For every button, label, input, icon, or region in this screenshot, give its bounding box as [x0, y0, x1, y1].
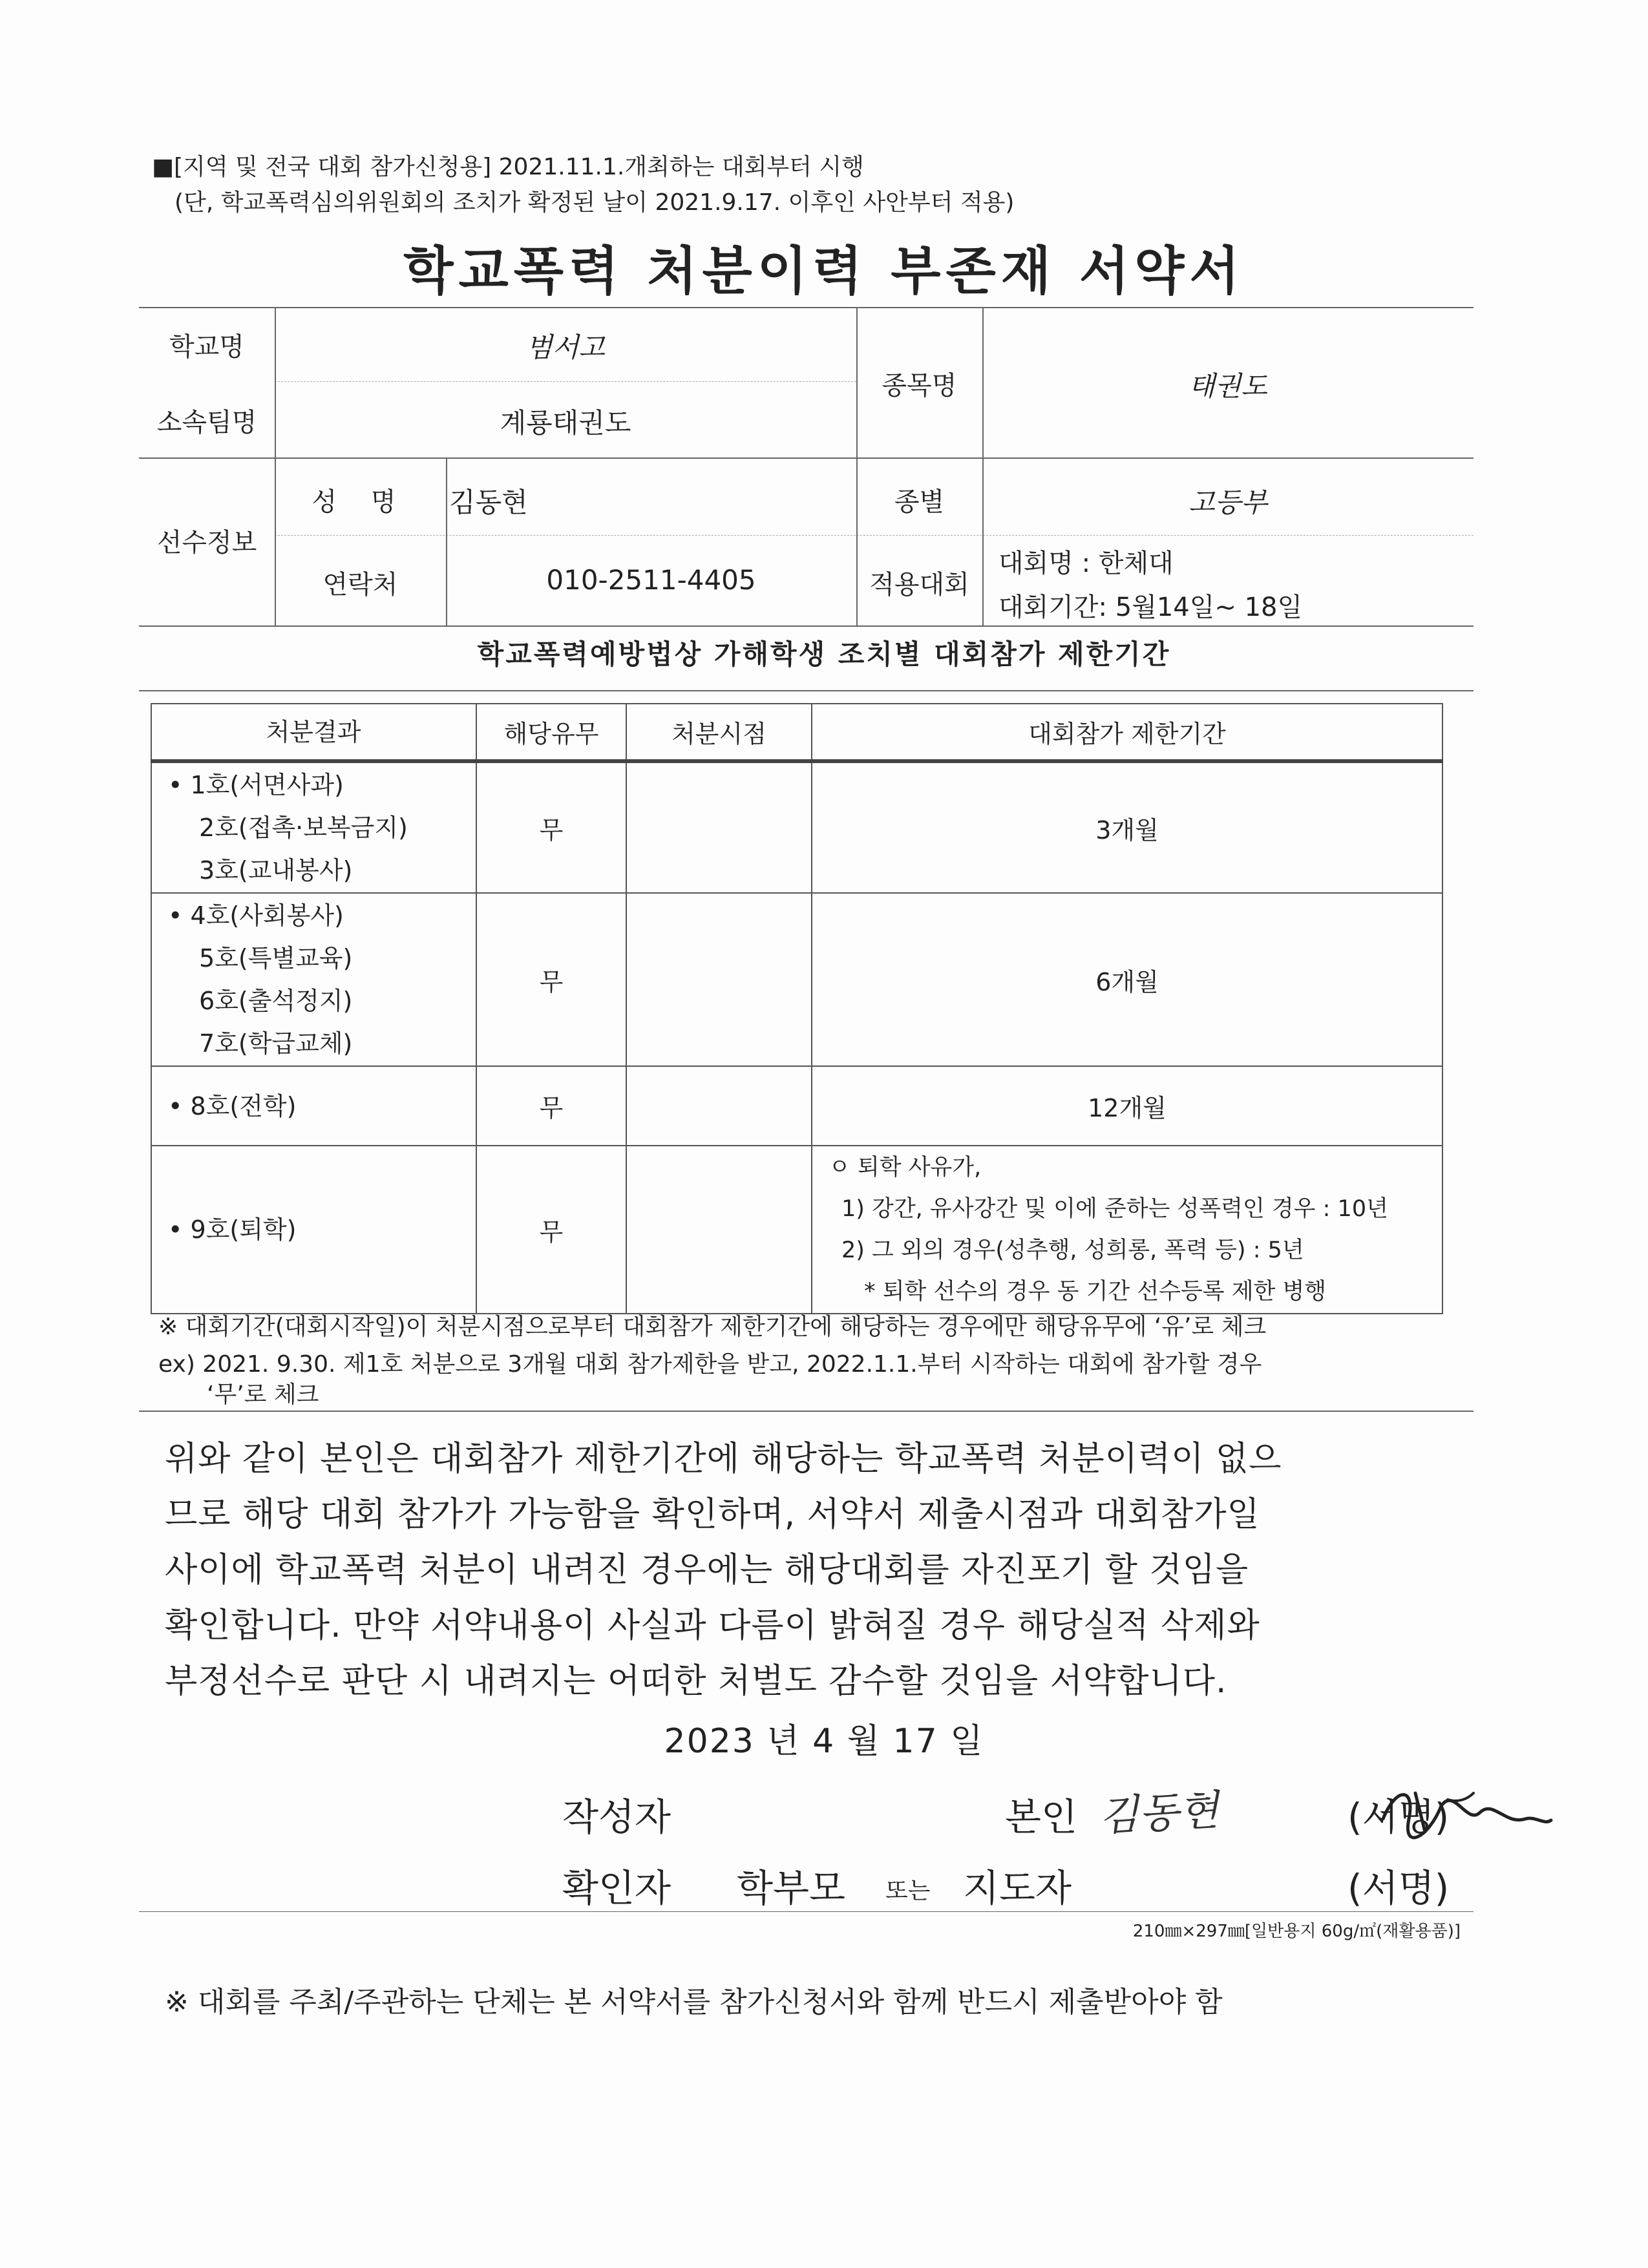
- event-value: 태권도: [1188, 370, 1267, 402]
- name-value: 김동현: [449, 487, 528, 518]
- school-value: 범서고: [526, 331, 605, 363]
- col-header-period: 대회참가 제한기간: [812, 704, 1442, 761]
- division-value: 고등부: [1188, 487, 1267, 518]
- player-info-label: 선수정보: [156, 528, 257, 558]
- pledge-line: 위와 같이 본인은 대회참가 제한기간에 해당하는 학교폭력 처분이력이 없으: [165, 1440, 1282, 1478]
- note-line-3: ‘무’로 체크: [207, 1381, 319, 1408]
- time-cell: [626, 761, 812, 893]
- confirmer-label: 확인자: [562, 1866, 671, 1910]
- contact-value: 010-2511-4405: [546, 564, 756, 596]
- measure-item: • 9호(퇴학): [168, 1215, 297, 1244]
- info-col-divider-player: [446, 457, 447, 625]
- table-row: [151, 893, 1442, 1066]
- info-mid-border: [139, 457, 1474, 459]
- measure-item: 2호(접촉·보복금지): [199, 814, 408, 842]
- paper-spec-rule: [139, 1911, 1474, 1912]
- coach-label: 지도자: [963, 1866, 1072, 1910]
- table-header-row: [151, 704, 1442, 761]
- time-cell: [626, 893, 812, 1066]
- competition-period: 대회기간: 5월14일~ 18일: [998, 593, 1303, 622]
- status-cell: 무: [476, 1146, 626, 1314]
- team-value: 계룡태권도: [500, 407, 631, 439]
- period-cell: 12개월: [812, 1066, 1442, 1146]
- info-bottom-border: [139, 625, 1474, 627]
- measure-item: • 4호(사회봉사): [168, 901, 344, 930]
- measure-item: 7호(학급교체): [199, 1029, 353, 1058]
- measure-cell: [151, 1146, 476, 1314]
- pledge-line: 사이에 학교폭력 처분이 내려진 경우에는 해당대회를 자진포기 할 것임을: [165, 1551, 1249, 1590]
- team-label: 소속팀명: [156, 408, 257, 437]
- notice-line-1: ■[지역 및 전국 대회 참가신청용] 2021.11.1.개최하는 대회부터 시행: [152, 154, 864, 180]
- col-header-time: 처분시점: [626, 704, 812, 761]
- measure-item: 6호(출석정지): [199, 987, 353, 1015]
- col-header-result: 처분결과: [151, 704, 476, 761]
- table-row: [151, 1146, 1442, 1314]
- author-label: 작성자: [562, 1795, 671, 1839]
- sign-label-2: (서명): [1347, 1866, 1450, 1910]
- measure-item: • 8호(전학): [168, 1091, 297, 1120]
- self-label: 본인: [1005, 1795, 1078, 1839]
- table-row: [151, 761, 1442, 893]
- period-line: 1) 강간, 유사강간 및 이에 준하는 성폭력인 경우 : 10년: [841, 1196, 1388, 1222]
- pledge-line: 므로 해당 대회 참가가 가능함을 확인하며, 서약서 제출시점과 대회참가일: [165, 1495, 1260, 1534]
- time-cell: [626, 1146, 812, 1314]
- status-cell: 무: [476, 761, 626, 893]
- pledge-line: 부정선수로 판단 시 내려지는 어떠한 처벌도 감수할 것임을 서약합니다.: [165, 1662, 1227, 1701]
- measure-cell: [151, 893, 476, 1066]
- sign-label-1: (서명): [1347, 1795, 1450, 1839]
- period-line: ㅇ 퇴학 사유가,: [829, 1155, 982, 1181]
- measure-item: 5호(특별교육): [199, 944, 353, 972]
- or-label: 또는: [885, 1878, 931, 1904]
- division-label: 종별: [894, 487, 945, 517]
- measure-cell: [151, 761, 476, 893]
- guardian-label: 학부모: [737, 1866, 846, 1910]
- info-divider-school: [275, 381, 856, 382]
- self-handwritten-name: 김동현: [1097, 1787, 1220, 1841]
- measure-item: • 1호(서면사과): [168, 771, 344, 799]
- notice-line-2: (단, 학교폭력심의위원회의 조치가 확정된 날이 2021.9.17. 이후인 사안부터 적용): [174, 189, 1015, 216]
- measure-cell: [151, 1066, 476, 1146]
- time-cell: [626, 1066, 812, 1146]
- disciplinary-table: [151, 703, 1443, 1314]
- competition-name: 대회명 : 한체대: [998, 549, 1174, 578]
- pledge-paragraph: [165, 1431, 1457, 1709]
- period-cell: 3개월: [812, 761, 1442, 893]
- status-cell: 무: [476, 893, 626, 1066]
- note-line-2: ex) 2021. 9.30. 제1호 처분으로 3개월 대회 참가제한을 받고, 2022.1.1.부터 시작하는 대회에 참가할 경우: [158, 1351, 1262, 1378]
- footer-note: ※ 대회를 주최/주관하는 단체는 본 서약서를 참가신청서와 함께 반드시 제출받아야 함: [165, 1986, 1223, 2019]
- table-title-underline: [139, 690, 1474, 691]
- event-label: 종목명: [882, 371, 957, 401]
- competition-label: 적용대회: [869, 570, 969, 600]
- period-line: 2) 그 외의 경우(성추행, 성희롱, 폭력 등) : 5년: [841, 1237, 1304, 1263]
- paper-spec: 210㎜×297㎜[일반용지 60g/㎡(재활용품)]: [1132, 1922, 1461, 1941]
- handwritten-signature: [1370, 1774, 1558, 1851]
- document-title: 학교폭력 처분이력 부존재 서약서: [403, 241, 1245, 301]
- info-divider-player: [275, 535, 1474, 536]
- name-label: 성 명: [312, 487, 409, 517]
- measure-item: 3호(교내봉사): [199, 856, 353, 885]
- note-line-1: ※ 대회기간(대회시작일)이 처분시점으로부터 대회참가 제한기간에 해당하는 경우에만 해당유무에 ‘유’로 체크: [158, 1314, 1267, 1340]
- pledge-line: 확인합니다. 만약 서약내용이 사실과 다름이 밝혀질 경우 해당실적 삭제와: [165, 1606, 1260, 1645]
- col-header-status: 해당유무: [476, 704, 626, 761]
- period-line: * 퇴학 선수의 경우 동 기간 선수등록 제한 병행: [864, 1279, 1327, 1305]
- period-cell: [812, 1146, 1442, 1314]
- pledge-date: 2023 년 4 월 17 일: [664, 1722, 984, 1761]
- info-col-divider-3: [982, 307, 984, 625]
- period-cell: 6개월: [812, 893, 1442, 1066]
- school-label: 학교명: [169, 332, 244, 362]
- table-title: 학교폭력예방법상 가해학생 조치별 대회참가 제한기간: [477, 638, 1171, 670]
- status-cell: 무: [476, 1066, 626, 1146]
- contact-label: 연락처: [322, 570, 398, 600]
- notes-bottom-border: [139, 1411, 1474, 1412]
- table-row: [151, 1066, 1442, 1146]
- info-top-border: [139, 307, 1474, 308]
